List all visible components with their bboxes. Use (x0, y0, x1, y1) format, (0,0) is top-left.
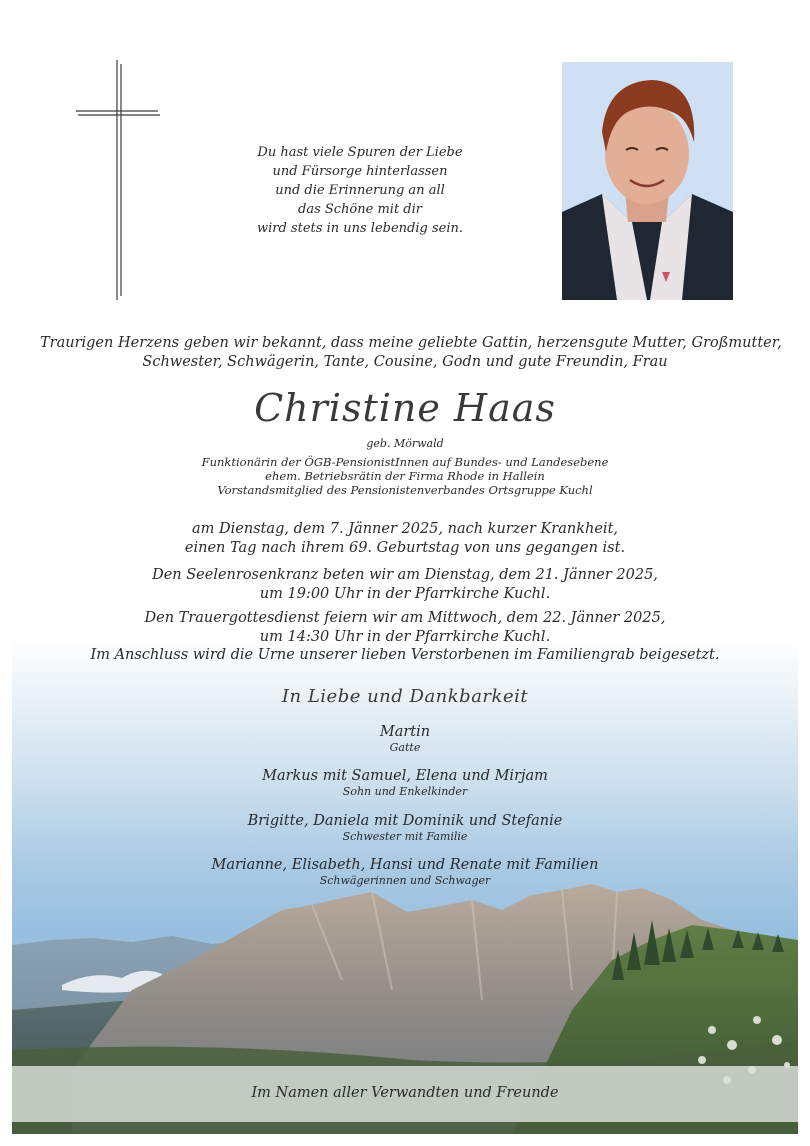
mourner-relation: Schwägerinnen und Schwager (319, 874, 491, 887)
intro-line: Traurigen Herzens geben wir bekannt, dass meine geliebte Gattin, herzensgute Mutter, Großmutter, (40, 335, 782, 351)
quote-line: und die Erinnerung an all (275, 183, 445, 198)
notice-line: um 14:30 Uhr in der Pfarrkirche Kuchl. (259, 628, 551, 645)
cross-icon (76, 60, 160, 300)
deceased-name: Christine Haas (254, 386, 556, 430)
role-line: ehem. Betriebsrätin der Firma Rhode in Hallein (265, 469, 545, 483)
mourner-relation: Gatte (389, 741, 421, 754)
role-line: Funktionärin der ÖGB-PensionistInnen auf Bundes- und Landesebene (201, 455, 609, 469)
notice-line: Im Anschluss wird die Urne unserer lieben Verstorbenen im Familiengrab beigesetzt. (90, 647, 720, 663)
mourner-entry (0, 768, 810, 798)
role-line: Vorstandsmitglied des Pensionistenverbandes Ortsgruppe Kuchl (217, 483, 593, 497)
mourner-name: Brigitte, Daniela mit Dominik und Stefanie (247, 813, 563, 829)
funeral-notice (0, 609, 810, 665)
memorial-quote (230, 143, 490, 238)
mourner-entry (0, 724, 810, 754)
quote-line: das Schöne mit dir (298, 202, 422, 217)
portrait-photo (562, 62, 733, 300)
notice-line: Den Trauergottesdienst feiern wir am Mittwoch, dem 22. Jänner 2025, (144, 610, 666, 626)
mourner-name: Martin (379, 724, 431, 740)
deceased-roles (0, 455, 810, 497)
notice-line: am Dienstag, dem 7. Jänner 2025, nach kurzer Krankheit, (191, 521, 619, 537)
thanks-heading: In Liebe und Dankbarkeit (281, 686, 529, 707)
quote-line: wird stets in uns lebendig sein. (257, 221, 463, 236)
announcement-intro (40, 334, 782, 372)
quote-line: Du hast viele Spuren der Liebe (257, 145, 463, 160)
maiden-name: geb. Mörwald (366, 437, 444, 450)
rosary-notice (0, 566, 810, 603)
footer-text: Im Namen aller Verwandten und Freunde (251, 1085, 559, 1101)
mourner-name: Markus mit Samuel, Elena und Mirjam (262, 768, 548, 784)
quote-line: und Fürsorge hinterlassen (272, 164, 448, 179)
notice-line: einen Tag nach ihrem 69. Geburtstag von uns gegangen ist. (184, 539, 626, 556)
mourner-entry (0, 857, 810, 887)
mourner-relation: Schwester mit Familie (342, 830, 468, 843)
mourner-name: Marianne, Elisabeth, Hansi und Renate mit Familien (211, 857, 599, 873)
mourner-relation: Sohn und Enkelkinder (342, 785, 468, 798)
notice-line: Den Seelenrosenkranz beten wir am Dienstag, dem 21. Jänner 2025, (152, 567, 658, 583)
death-notice (0, 520, 810, 557)
notice-line: um 19:00 Uhr in der Pfarrkirche Kuchl. (259, 585, 551, 602)
intro-line: Schwester, Schwägerin, Tante, Cousine, Godn und gute Freundin, Frau (142, 354, 668, 370)
mourner-entry (0, 813, 810, 843)
